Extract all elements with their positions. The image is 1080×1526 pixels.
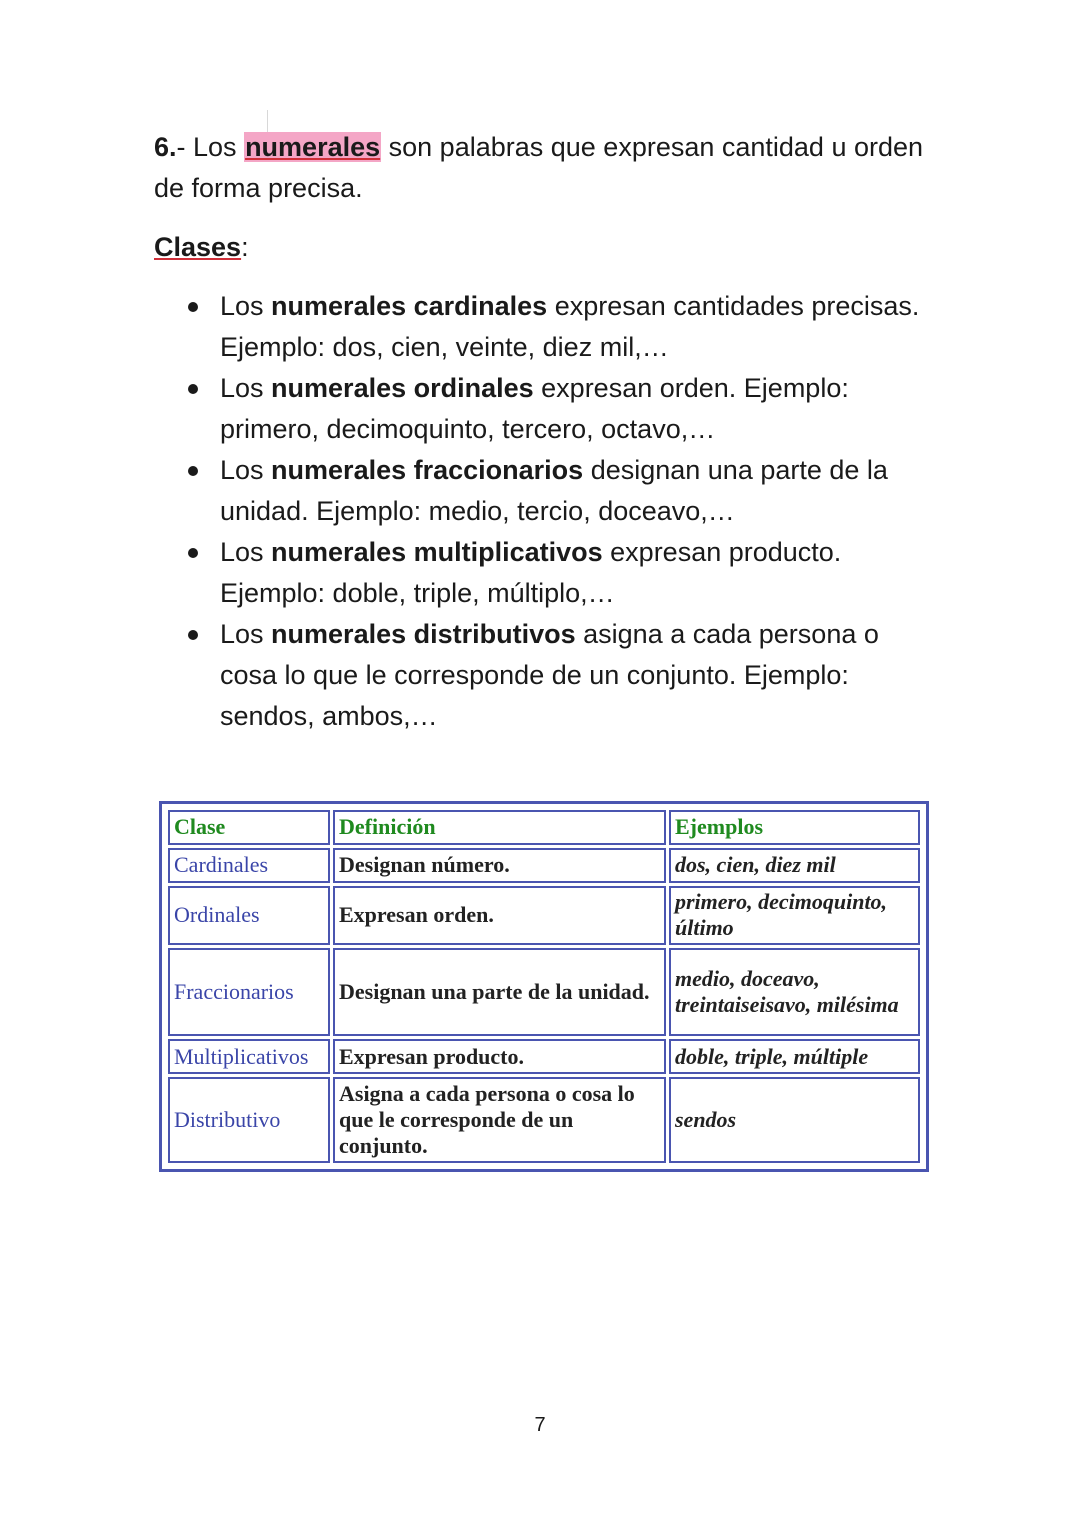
cell-ejemplos: doble, triple, múltiple	[669, 1039, 920, 1074]
cell-definicion: Expresan orden.	[333, 886, 666, 945]
cell-ejemplos: medio, doceavo, treintaiseisavo, milésima	[669, 948, 920, 1036]
cell-clase: Multiplicativos	[168, 1039, 330, 1074]
header-clase: Clase	[168, 810, 330, 845]
item-term: numerales multiplicativos	[271, 537, 603, 567]
clases-label: Clases	[154, 232, 242, 262]
cell-ejemplos: sendos	[669, 1077, 920, 1163]
item-term: numerales ordinales	[271, 373, 534, 403]
table-row	[168, 848, 920, 883]
cell-definicion: Asigna a cada persona o cosa lo que le corresponde de un conjunto.	[333, 1077, 666, 1163]
cell-definicion: Expresan producto.	[333, 1039, 666, 1074]
item-text: expresan orden. Ejemplo: primero, decimoquinto, tercero, octavo,…	[220, 373, 849, 444]
item-prefix: Los	[220, 455, 272, 485]
cell-definicion: Designan número.	[333, 848, 666, 883]
cell-clase: Distributivo	[168, 1077, 330, 1163]
list-item	[180, 614, 940, 737]
bullet-icon	[188, 384, 198, 394]
item-term: numerales cardinales	[271, 291, 548, 321]
bullet-icon	[188, 302, 198, 312]
clases-colon: :	[241, 232, 249, 262]
list-item	[180, 368, 940, 450]
intro-before: - Los	[176, 132, 245, 162]
item-prefix: Los	[220, 537, 272, 567]
numerals-list	[180, 286, 940, 737]
header-ejemplos: Ejemplos	[669, 810, 920, 845]
cell-clase: Ordinales	[168, 886, 330, 945]
item-term: numerales distributivos	[271, 619, 576, 649]
table-header-row	[168, 810, 920, 845]
item-text: expresan producto. Ejemplo: doble, triple, múltiplo,…	[220, 537, 842, 608]
bullet-icon	[188, 548, 198, 558]
page-number: 7	[534, 1414, 546, 1436]
table-row	[168, 1039, 920, 1074]
intro-after: son palabras que expresan cantidad u orden de forma precisa.	[154, 132, 924, 203]
table-row	[168, 1077, 920, 1163]
table-row	[168, 886, 920, 945]
cell-clase: Cardinales	[168, 848, 330, 883]
item-text: asigna a cada persona o cosa lo que le corresponde de un conjunto. Ejemplo: sendos, ambos,…	[220, 619, 879, 731]
item-prefix: Los	[220, 373, 272, 403]
bullet-icon	[188, 630, 198, 640]
numerals-table	[159, 801, 929, 1172]
cell-definicion: Designan una parte de la unidad.	[333, 948, 666, 1036]
item-prefix: Los	[220, 291, 272, 321]
table-row	[168, 948, 920, 1036]
header-definicion: Definición	[333, 810, 666, 845]
cell-clase: Fraccionarios	[168, 948, 330, 1036]
item-text: designan una parte de la unidad. Ejemplo: medio, tercio, doceavo,…	[220, 455, 888, 526]
item-prefix: Los	[220, 619, 272, 649]
highlighted-term: numerales	[245, 132, 381, 162]
list-item	[180, 450, 940, 532]
item-term: numerales fraccionarios	[271, 455, 584, 485]
cell-ejemplos: primero, decimoquinto, último	[669, 886, 920, 945]
bullet-icon	[188, 466, 198, 476]
intro-paragraph	[154, 127, 944, 209]
cell-ejemplos: dos, cien, diez mil	[669, 848, 920, 883]
list-item	[180, 532, 940, 614]
clases-heading	[154, 227, 249, 268]
section-number: 6.	[154, 132, 177, 162]
item-text: expresan cantidades precisas. Ejemplo: dos, cien, veinte, diez mil,…	[220, 291, 920, 362]
list-item	[180, 286, 940, 368]
